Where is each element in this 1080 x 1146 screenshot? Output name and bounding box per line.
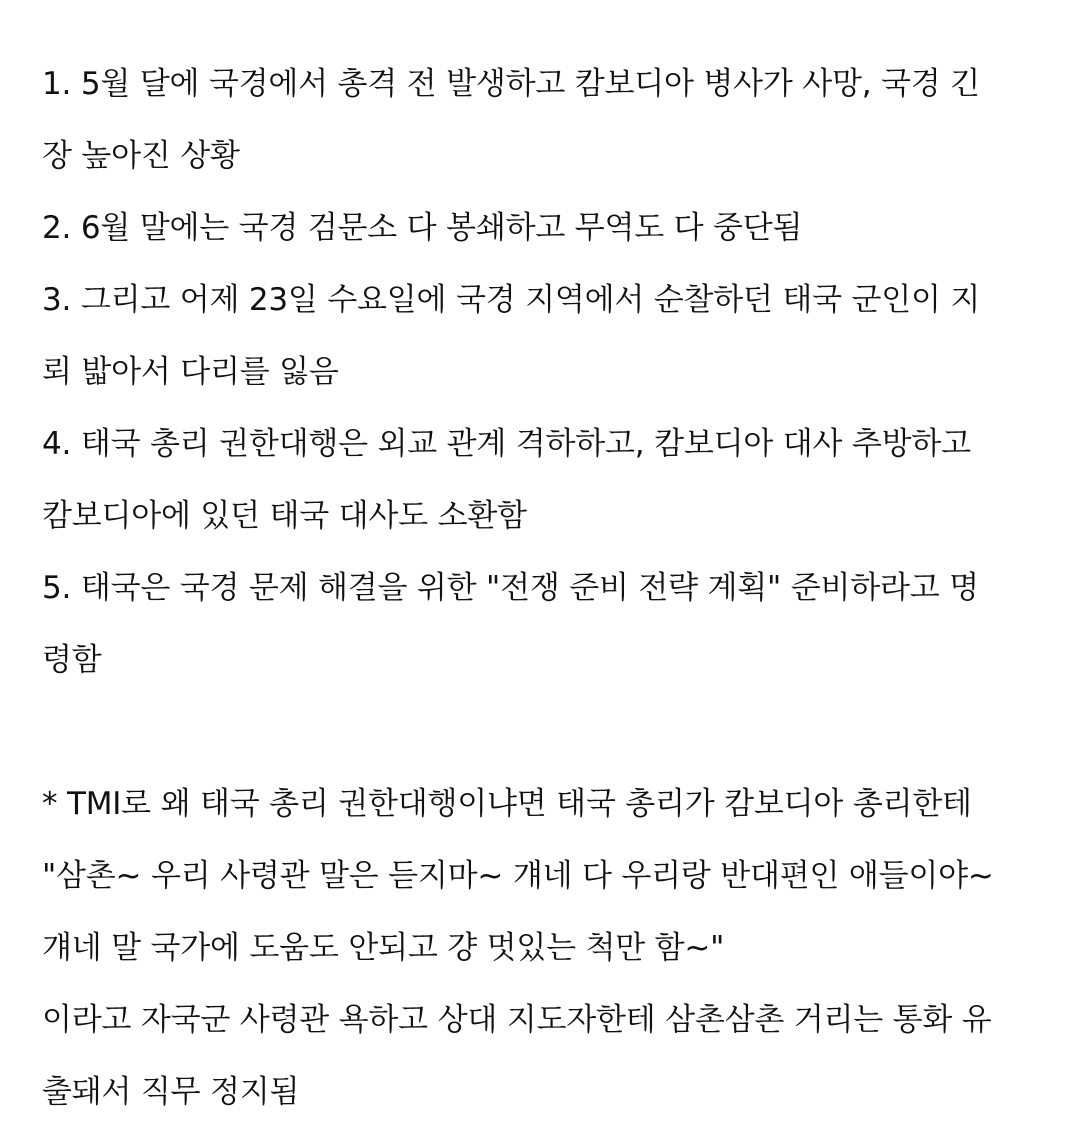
- note-line-4: 이라고 자국군 사령관 욕하고 상대 지도자한테 삼촌삼촌 거리는 통화 유: [42, 1002, 992, 1038]
- list-item-4-line-1: 4. 태국 총리 권한대행은 외교 관계 격하하고, 캄보디아 대사 추방하고: [42, 426, 971, 462]
- list-item-3-line-2: 뢰 밟아서 다리를 잃음: [42, 354, 339, 390]
- paragraph-spacer: [42, 696, 1052, 768]
- note-line-1: * TMI로 왜 태국 총리 권한대행이냐면 태국 총리가 캄보디아 총리한테: [42, 786, 972, 822]
- list-item-2-line-1: 2. 6월 말에는 국경 검문소 다 봉쇄하고 무역도 다 중단됨: [42, 210, 803, 246]
- note-line-3: 걔네 말 국가에 도움도 안되고 걍 멋있는 척만 함~": [42, 930, 725, 966]
- list-item-4-line-2: 캄보디아에 있던 태국 대사도 소환함: [42, 498, 527, 534]
- list-item-1-line-1: 1. 5월 달에 국경에서 총격 전 발생하고 캄보디아 병사가 사망, 국경 긴: [42, 66, 980, 102]
- list-item-5-line-2: 령함: [42, 642, 102, 678]
- list-item-1-line-2: 장 높아진 상황: [42, 138, 240, 174]
- post-body: [42, 48, 1052, 1128]
- list-item-5-line-1: 5. 태국은 국경 문제 해결을 위한 "전쟁 준비 전략 계획" 준비하라고 명: [42, 570, 979, 606]
- list-item-3-line-1: 3. 그리고 어제 23일 수요일에 국경 지역에서 순찰하던 태국 군인이 지: [42, 282, 981, 318]
- note-line-5: 출돼서 직무 정지됨: [42, 1074, 300, 1110]
- note-line-2: "삼촌~ 우리 사령관 말은 듣지마~ 걔네 다 우리랑 반대편인 애들이야~: [42, 858, 994, 894]
